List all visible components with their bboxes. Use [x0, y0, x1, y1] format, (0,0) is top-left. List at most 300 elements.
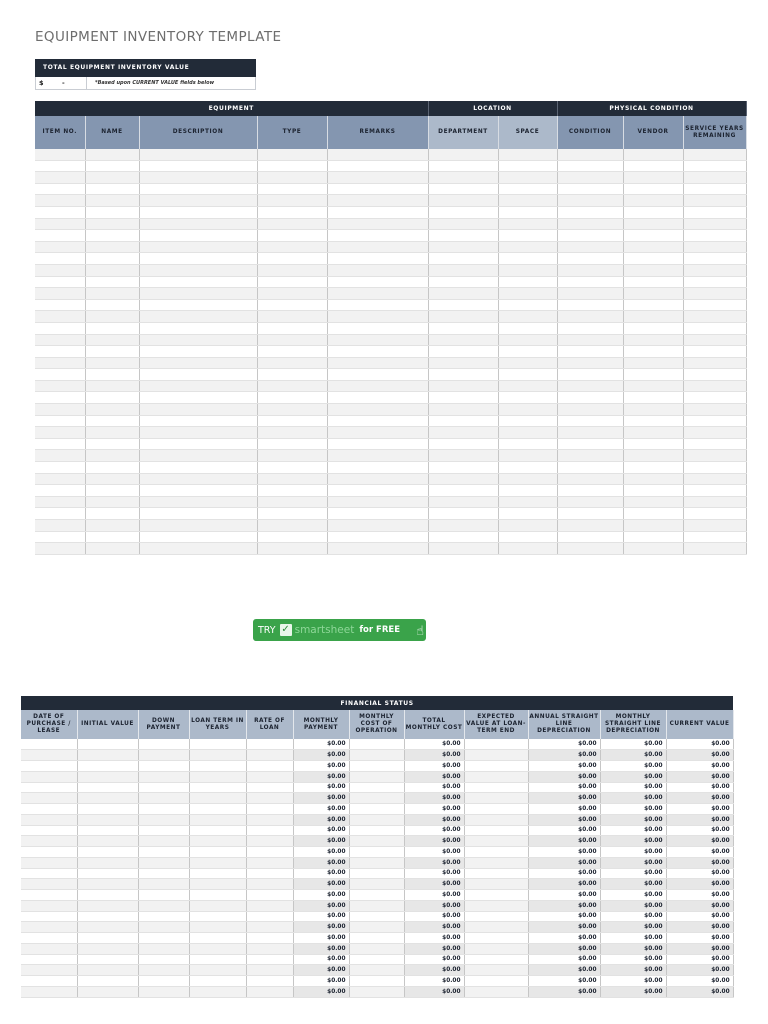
- equipment-cell[interactable]: [498, 230, 557, 242]
- financial-input-cell[interactable]: [464, 782, 528, 793]
- equipment-cell[interactable]: [498, 531, 557, 543]
- financial-input-cell[interactable]: [349, 986, 404, 997]
- equipment-cell[interactable]: [428, 299, 498, 311]
- financial-input-cell[interactable]: [21, 890, 77, 901]
- financial-input-cell[interactable]: [464, 750, 528, 761]
- equipment-cell[interactable]: [257, 427, 327, 439]
- financial-input-cell[interactable]: [138, 868, 189, 879]
- financial-input-cell[interactable]: [349, 965, 404, 976]
- equipment-cell[interactable]: [257, 160, 327, 172]
- financial-input-cell[interactable]: [21, 847, 77, 858]
- equipment-cell[interactable]: [623, 160, 683, 172]
- equipment-cell[interactable]: [683, 183, 746, 195]
- financial-input-cell[interactable]: [349, 782, 404, 793]
- equipment-cell[interactable]: [139, 195, 257, 207]
- equipment-cell[interactable]: [557, 172, 623, 184]
- financial-input-cell[interactable]: [77, 782, 138, 793]
- financial-input-cell[interactable]: [138, 825, 189, 836]
- equipment-cell[interactable]: [139, 264, 257, 276]
- equipment-cell[interactable]: [139, 380, 257, 392]
- equipment-cell[interactable]: [257, 415, 327, 427]
- financial-input-cell[interactable]: [77, 890, 138, 901]
- financial-input-cell[interactable]: [464, 793, 528, 804]
- equipment-cell[interactable]: [623, 357, 683, 369]
- equipment-cell[interactable]: [683, 520, 746, 532]
- financial-input-cell[interactable]: [349, 879, 404, 890]
- equipment-cell[interactable]: [623, 149, 683, 160]
- financial-input-cell[interactable]: [138, 933, 189, 944]
- financial-input-cell[interactable]: [464, 933, 528, 944]
- financial-input-cell[interactable]: [246, 782, 293, 793]
- financial-input-cell[interactable]: [21, 825, 77, 836]
- equipment-cell[interactable]: [428, 404, 498, 416]
- equipment-cell[interactable]: [557, 288, 623, 300]
- equipment-cell[interactable]: [85, 485, 139, 497]
- financial-input-cell[interactable]: [138, 761, 189, 772]
- financial-input-cell[interactable]: [464, 890, 528, 901]
- financial-input-cell[interactable]: [189, 922, 246, 933]
- equipment-cell[interactable]: [327, 427, 428, 439]
- equipment-cell[interactable]: [85, 450, 139, 462]
- financial-input-cell[interactable]: [138, 986, 189, 997]
- equipment-cell[interactable]: [35, 264, 85, 276]
- equipment-cell[interactable]: [428, 311, 498, 323]
- equipment-cell[interactable]: [257, 288, 327, 300]
- financial-input-cell[interactable]: [21, 739, 77, 750]
- equipment-cell[interactable]: [85, 415, 139, 427]
- financial-input-cell[interactable]: [349, 954, 404, 965]
- equipment-cell[interactable]: [327, 230, 428, 242]
- financial-input-cell[interactable]: [349, 804, 404, 815]
- equipment-cell[interactable]: [428, 253, 498, 265]
- equipment-cell[interactable]: [623, 183, 683, 195]
- equipment-cell[interactable]: [35, 288, 85, 300]
- equipment-cell[interactable]: [498, 149, 557, 160]
- equipment-cell[interactable]: [557, 369, 623, 381]
- financial-input-cell[interactable]: [138, 782, 189, 793]
- financial-input-cell[interactable]: [21, 793, 77, 804]
- equipment-cell[interactable]: [35, 520, 85, 532]
- equipment-cell[interactable]: [257, 230, 327, 242]
- equipment-cell[interactable]: [139, 531, 257, 543]
- equipment-cell[interactable]: [35, 276, 85, 288]
- financial-input-cell[interactable]: [138, 911, 189, 922]
- equipment-cell[interactable]: [557, 427, 623, 439]
- equipment-cell[interactable]: [683, 415, 746, 427]
- equipment-cell[interactable]: [85, 473, 139, 485]
- equipment-cell[interactable]: [257, 543, 327, 555]
- equipment-cell[interactable]: [327, 415, 428, 427]
- equipment-cell[interactable]: [257, 276, 327, 288]
- equipment-cell[interactable]: [428, 462, 498, 474]
- equipment-cell[interactable]: [623, 450, 683, 462]
- financial-input-cell[interactable]: [246, 943, 293, 954]
- equipment-cell[interactable]: [428, 322, 498, 334]
- equipment-cell[interactable]: [139, 288, 257, 300]
- financial-input-cell[interactable]: [21, 750, 77, 761]
- financial-input-cell[interactable]: [77, 900, 138, 911]
- equipment-cell[interactable]: [557, 322, 623, 334]
- equipment-cell[interactable]: [623, 508, 683, 520]
- financial-input-cell[interactable]: [77, 814, 138, 825]
- equipment-cell[interactable]: [557, 183, 623, 195]
- equipment-cell[interactable]: [683, 160, 746, 172]
- equipment-cell[interactable]: [139, 253, 257, 265]
- financial-input-cell[interactable]: [464, 804, 528, 815]
- equipment-cell[interactable]: [428, 415, 498, 427]
- financial-input-cell[interactable]: [246, 793, 293, 804]
- equipment-cell[interactable]: [257, 172, 327, 184]
- equipment-cell[interactable]: [623, 334, 683, 346]
- equipment-cell[interactable]: [139, 299, 257, 311]
- equipment-cell[interactable]: [85, 369, 139, 381]
- equipment-cell[interactable]: [557, 276, 623, 288]
- financial-input-cell[interactable]: [246, 825, 293, 836]
- try-smartsheet-button[interactable]: [253, 619, 426, 641]
- financial-input-cell[interactable]: [21, 782, 77, 793]
- equipment-cell[interactable]: [623, 288, 683, 300]
- financial-input-cell[interactable]: [349, 771, 404, 782]
- equipment-cell[interactable]: [428, 183, 498, 195]
- equipment-cell[interactable]: [557, 531, 623, 543]
- financial-input-cell[interactable]: [246, 933, 293, 944]
- financial-input-cell[interactable]: [77, 836, 138, 847]
- equipment-cell[interactable]: [327, 253, 428, 265]
- financial-input-cell[interactable]: [189, 933, 246, 944]
- equipment-cell[interactable]: [35, 160, 85, 172]
- equipment-cell[interactable]: [498, 334, 557, 346]
- equipment-cell[interactable]: [139, 369, 257, 381]
- financial-input-cell[interactable]: [464, 900, 528, 911]
- equipment-cell[interactable]: [35, 531, 85, 543]
- equipment-cell[interactable]: [557, 299, 623, 311]
- equipment-cell[interactable]: [683, 346, 746, 358]
- equipment-cell[interactable]: [85, 172, 139, 184]
- financial-input-cell[interactable]: [189, 836, 246, 847]
- financial-input-cell[interactable]: [246, 900, 293, 911]
- equipment-cell[interactable]: [428, 241, 498, 253]
- equipment-cell[interactable]: [623, 230, 683, 242]
- equipment-cell[interactable]: [35, 485, 85, 497]
- equipment-cell[interactable]: [139, 508, 257, 520]
- financial-input-cell[interactable]: [189, 857, 246, 868]
- equipment-cell[interactable]: [683, 241, 746, 253]
- equipment-cell[interactable]: [498, 183, 557, 195]
- equipment-cell[interactable]: [683, 438, 746, 450]
- equipment-cell[interactable]: [557, 218, 623, 230]
- equipment-cell[interactable]: [498, 508, 557, 520]
- equipment-cell[interactable]: [35, 496, 85, 508]
- equipment-cell[interactable]: [327, 149, 428, 160]
- equipment-cell[interactable]: [623, 264, 683, 276]
- equipment-cell[interactable]: [683, 369, 746, 381]
- equipment-cell[interactable]: [85, 195, 139, 207]
- equipment-cell[interactable]: [498, 438, 557, 450]
- equipment-cell[interactable]: [428, 485, 498, 497]
- financial-input-cell[interactable]: [246, 922, 293, 933]
- equipment-cell[interactable]: [139, 218, 257, 230]
- equipment-cell[interactable]: [498, 485, 557, 497]
- equipment-cell[interactable]: [85, 334, 139, 346]
- equipment-cell[interactable]: [85, 299, 139, 311]
- equipment-cell[interactable]: [557, 264, 623, 276]
- financial-input-cell[interactable]: [464, 771, 528, 782]
- equipment-cell[interactable]: [35, 195, 85, 207]
- equipment-cell[interactable]: [557, 334, 623, 346]
- equipment-cell[interactable]: [85, 183, 139, 195]
- equipment-cell[interactable]: [35, 172, 85, 184]
- equipment-cell[interactable]: [428, 160, 498, 172]
- equipment-cell[interactable]: [35, 438, 85, 450]
- financial-input-cell[interactable]: [138, 804, 189, 815]
- equipment-cell[interactable]: [683, 276, 746, 288]
- equipment-cell[interactable]: [85, 543, 139, 555]
- equipment-cell[interactable]: [683, 508, 746, 520]
- equipment-cell[interactable]: [35, 218, 85, 230]
- equipment-cell[interactable]: [498, 241, 557, 253]
- equipment-cell[interactable]: [327, 369, 428, 381]
- equipment-cell[interactable]: [35, 508, 85, 520]
- equipment-cell[interactable]: [327, 276, 428, 288]
- equipment-cell[interactable]: [623, 172, 683, 184]
- equipment-cell[interactable]: [257, 404, 327, 416]
- equipment-cell[interactable]: [557, 346, 623, 358]
- financial-input-cell[interactable]: [246, 739, 293, 750]
- equipment-cell[interactable]: [85, 496, 139, 508]
- equipment-cell[interactable]: [139, 462, 257, 474]
- financial-input-cell[interactable]: [246, 761, 293, 772]
- financial-input-cell[interactable]: [77, 750, 138, 761]
- financial-input-cell[interactable]: [349, 739, 404, 750]
- equipment-cell[interactable]: [498, 520, 557, 532]
- financial-input-cell[interactable]: [138, 771, 189, 782]
- financial-input-cell[interactable]: [349, 761, 404, 772]
- equipment-cell[interactable]: [139, 334, 257, 346]
- equipment-cell[interactable]: [85, 427, 139, 439]
- equipment-cell[interactable]: [85, 241, 139, 253]
- financial-input-cell[interactable]: [464, 911, 528, 922]
- equipment-cell[interactable]: [623, 253, 683, 265]
- financial-input-cell[interactable]: [21, 911, 77, 922]
- equipment-cell[interactable]: [498, 392, 557, 404]
- equipment-cell[interactable]: [257, 496, 327, 508]
- equipment-cell[interactable]: [428, 427, 498, 439]
- equipment-cell[interactable]: [683, 206, 746, 218]
- financial-input-cell[interactable]: [246, 804, 293, 815]
- financial-input-cell[interactable]: [21, 965, 77, 976]
- equipment-cell[interactable]: [683, 299, 746, 311]
- equipment-cell[interactable]: [557, 404, 623, 416]
- equipment-cell[interactable]: [139, 346, 257, 358]
- equipment-cell[interactable]: [35, 450, 85, 462]
- equipment-cell[interactable]: [85, 520, 139, 532]
- equipment-cell[interactable]: [85, 438, 139, 450]
- financial-input-cell[interactable]: [464, 922, 528, 933]
- equipment-cell[interactable]: [327, 496, 428, 508]
- financial-input-cell[interactable]: [77, 771, 138, 782]
- financial-input-cell[interactable]: [246, 847, 293, 858]
- financial-input-cell[interactable]: [464, 836, 528, 847]
- equipment-cell[interactable]: [428, 149, 498, 160]
- financial-input-cell[interactable]: [464, 857, 528, 868]
- equipment-cell[interactable]: [683, 149, 746, 160]
- financial-input-cell[interactable]: [189, 868, 246, 879]
- financial-input-cell[interactable]: [246, 868, 293, 879]
- equipment-cell[interactable]: [557, 230, 623, 242]
- equipment-cell[interactable]: [327, 299, 428, 311]
- equipment-cell[interactable]: [139, 473, 257, 485]
- financial-input-cell[interactable]: [189, 879, 246, 890]
- equipment-cell[interactable]: [257, 206, 327, 218]
- financial-input-cell[interactable]: [189, 761, 246, 772]
- equipment-cell[interactable]: [683, 404, 746, 416]
- equipment-cell[interactable]: [257, 508, 327, 520]
- equipment-cell[interactable]: [257, 218, 327, 230]
- equipment-cell[interactable]: [557, 311, 623, 323]
- equipment-cell[interactable]: [257, 149, 327, 160]
- equipment-cell[interactable]: [683, 230, 746, 242]
- equipment-cell[interactable]: [428, 264, 498, 276]
- equipment-cell[interactable]: [498, 288, 557, 300]
- equipment-cell[interactable]: [428, 380, 498, 392]
- equipment-cell[interactable]: [327, 473, 428, 485]
- equipment-cell[interactable]: [557, 485, 623, 497]
- financial-input-cell[interactable]: [138, 890, 189, 901]
- equipment-cell[interactable]: [428, 508, 498, 520]
- equipment-cell[interactable]: [623, 427, 683, 439]
- financial-input-cell[interactable]: [21, 771, 77, 782]
- equipment-cell[interactable]: [623, 438, 683, 450]
- equipment-cell[interactable]: [498, 450, 557, 462]
- equipment-cell[interactable]: [139, 438, 257, 450]
- equipment-cell[interactable]: [327, 172, 428, 184]
- equipment-cell[interactable]: [139, 160, 257, 172]
- equipment-cell[interactable]: [498, 380, 557, 392]
- financial-input-cell[interactable]: [189, 965, 246, 976]
- equipment-cell[interactable]: [35, 346, 85, 358]
- equipment-cell[interactable]: [498, 404, 557, 416]
- equipment-cell[interactable]: [35, 230, 85, 242]
- equipment-cell[interactable]: [85, 346, 139, 358]
- financial-input-cell[interactable]: [77, 943, 138, 954]
- financial-input-cell[interactable]: [138, 922, 189, 933]
- equipment-cell[interactable]: [623, 543, 683, 555]
- financial-input-cell[interactable]: [138, 750, 189, 761]
- equipment-cell[interactable]: [683, 485, 746, 497]
- equipment-cell[interactable]: [623, 496, 683, 508]
- equipment-cell[interactable]: [85, 264, 139, 276]
- equipment-cell[interactable]: [139, 322, 257, 334]
- equipment-cell[interactable]: [428, 520, 498, 532]
- equipment-cell[interactable]: [35, 322, 85, 334]
- financial-input-cell[interactable]: [138, 847, 189, 858]
- equipment-cell[interactable]: [428, 172, 498, 184]
- financial-input-cell[interactable]: [77, 847, 138, 858]
- financial-input-cell[interactable]: [246, 911, 293, 922]
- equipment-cell[interactable]: [428, 206, 498, 218]
- financial-input-cell[interactable]: [189, 911, 246, 922]
- financial-input-cell[interactable]: [77, 933, 138, 944]
- financial-input-cell[interactable]: [189, 750, 246, 761]
- equipment-cell[interactable]: [428, 334, 498, 346]
- equipment-cell[interactable]: [257, 438, 327, 450]
- financial-input-cell[interactable]: [138, 965, 189, 976]
- financial-input-cell[interactable]: [246, 965, 293, 976]
- equipment-cell[interactable]: [623, 520, 683, 532]
- financial-input-cell[interactable]: [246, 836, 293, 847]
- financial-input-cell[interactable]: [349, 793, 404, 804]
- equipment-cell[interactable]: [683, 288, 746, 300]
- financial-input-cell[interactable]: [349, 943, 404, 954]
- equipment-cell[interactable]: [498, 276, 557, 288]
- equipment-cell[interactable]: [327, 322, 428, 334]
- equipment-cell[interactable]: [257, 380, 327, 392]
- equipment-cell[interactable]: [623, 241, 683, 253]
- equipment-cell[interactable]: [35, 206, 85, 218]
- equipment-cell[interactable]: [139, 520, 257, 532]
- financial-input-cell[interactable]: [21, 900, 77, 911]
- equipment-cell[interactable]: [557, 206, 623, 218]
- equipment-cell[interactable]: [557, 195, 623, 207]
- equipment-cell[interactable]: [498, 543, 557, 555]
- financial-input-cell[interactable]: [246, 857, 293, 868]
- financial-input-cell[interactable]: [189, 739, 246, 750]
- equipment-cell[interactable]: [428, 438, 498, 450]
- financial-input-cell[interactable]: [21, 879, 77, 890]
- equipment-cell[interactable]: [428, 357, 498, 369]
- financial-input-cell[interactable]: [349, 911, 404, 922]
- equipment-cell[interactable]: [327, 485, 428, 497]
- equipment-cell[interactable]: [623, 218, 683, 230]
- financial-input-cell[interactable]: [21, 761, 77, 772]
- equipment-cell[interactable]: [557, 543, 623, 555]
- financial-input-cell[interactable]: [77, 793, 138, 804]
- equipment-cell[interactable]: [327, 160, 428, 172]
- equipment-cell[interactable]: [85, 531, 139, 543]
- equipment-cell[interactable]: [257, 485, 327, 497]
- equipment-cell[interactable]: [683, 172, 746, 184]
- equipment-cell[interactable]: [428, 543, 498, 555]
- financial-input-cell[interactable]: [77, 825, 138, 836]
- equipment-cell[interactable]: [85, 160, 139, 172]
- equipment-cell[interactable]: [35, 543, 85, 555]
- equipment-cell[interactable]: [35, 357, 85, 369]
- equipment-cell[interactable]: [428, 288, 498, 300]
- financial-input-cell[interactable]: [138, 857, 189, 868]
- equipment-cell[interactable]: [498, 195, 557, 207]
- financial-input-cell[interactable]: [246, 771, 293, 782]
- equipment-cell[interactable]: [498, 218, 557, 230]
- financial-input-cell[interactable]: [464, 814, 528, 825]
- financial-input-cell[interactable]: [246, 750, 293, 761]
- equipment-cell[interactable]: [557, 450, 623, 462]
- financial-input-cell[interactable]: [77, 879, 138, 890]
- equipment-cell[interactable]: [85, 218, 139, 230]
- equipment-cell[interactable]: [35, 183, 85, 195]
- financial-input-cell[interactable]: [189, 986, 246, 997]
- financial-input-cell[interactable]: [464, 761, 528, 772]
- financial-input-cell[interactable]: [349, 857, 404, 868]
- equipment-cell[interactable]: [139, 450, 257, 462]
- equipment-cell[interactable]: [139, 241, 257, 253]
- equipment-cell[interactable]: [35, 427, 85, 439]
- financial-input-cell[interactable]: [21, 986, 77, 997]
- equipment-cell[interactable]: [139, 392, 257, 404]
- equipment-cell[interactable]: [327, 346, 428, 358]
- financial-input-cell[interactable]: [77, 976, 138, 987]
- equipment-cell[interactable]: [85, 462, 139, 474]
- equipment-cell[interactable]: [557, 149, 623, 160]
